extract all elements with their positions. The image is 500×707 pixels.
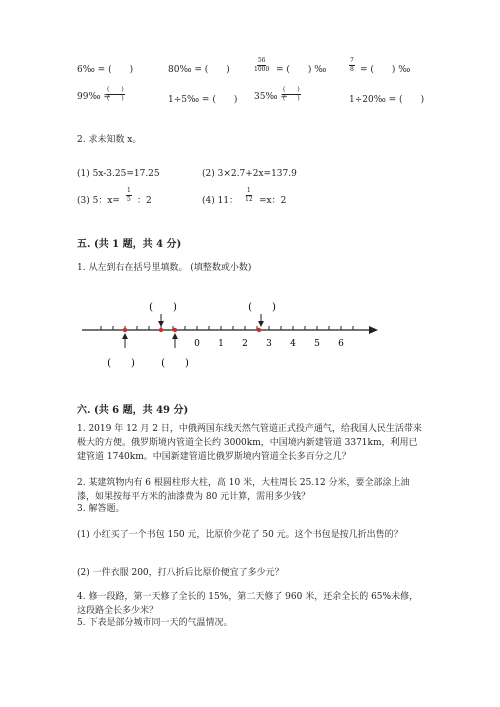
number-line-point-c	[173, 328, 177, 332]
number-line-point-b	[159, 328, 163, 332]
equation-1: (1) 5x-3.25=17.25	[77, 169, 160, 179]
number-line-point-a	[123, 328, 127, 332]
label-99-permille: 99‰ =	[77, 92, 111, 102]
section-6-heading: 六. (共 6 题，共 49 分)	[77, 405, 189, 416]
fraction-1-5: $\frac{1}{5}$	[127, 187, 131, 203]
blank-1-div-20-permille: 1÷20‰ = ( )	[349, 95, 425, 105]
equation-3-rest: ：2	[137, 196, 152, 206]
section-5-heading: 五. (共 1 题，共 4 分)	[77, 239, 182, 250]
question-6-5: 5. 下表是部分城市同一天的气温情况。	[77, 618, 233, 628]
fraction-7-8: $\frac{7}{8}$	[350, 57, 354, 73]
equation-3-prefix: (3) 5：x=	[77, 196, 120, 206]
label-35-permille: 35‰ =	[254, 92, 288, 102]
question-2-title: 2. 求未知数 x。	[77, 135, 142, 145]
number-line-ticks	[101, 326, 353, 330]
number-line-label-1: 1	[218, 339, 224, 349]
fraction-1-12: $\frac{1}{12}$	[245, 187, 253, 203]
blank-7-8: = ( ) ‰	[360, 65, 411, 75]
fraction-blank-99: ( ) ( )	[107, 86, 124, 102]
blank-1-div-5-permille: 1÷5‰ = ( )	[168, 95, 238, 105]
equation-2: (2) 3×2.7+2x=137.9	[202, 169, 297, 179]
fraction-56-1000: $\frac{56}{1000}$	[254, 57, 270, 73]
equation-4-rest: =x：2	[259, 196, 287, 206]
blank-80-permille: 80‰ = ( )	[168, 65, 230, 75]
blank-56-1000: = ( ) ‰	[276, 65, 327, 75]
question-6-2: 2. 某建筑物内有 6 根圆柱形大柱，高 10 米，大柱周长 25.12 分米，要全部涂上油漆，如果按每平方米的油漆费为 80 元计算，需用多少钱？	[77, 478, 410, 502]
equation-4-prefix: (4) 11：	[202, 196, 239, 206]
blank-lower-1: ( )	[107, 358, 135, 369]
number-line-point-d	[257, 328, 261, 332]
question-6-3: 3. 解答题。	[77, 504, 125, 514]
question-6-3-part-1: (1) 小红买了一个书包 150 元，比原价少花了 50 元。这个书包是按几折出售的？	[77, 530, 403, 540]
number-line-label-2: 2	[242, 339, 248, 349]
blank-lower-2: ( )	[161, 358, 189, 369]
blank-upper-2: ( )	[248, 302, 276, 313]
number-line-label-5: 5	[314, 339, 320, 349]
number-line-arrowhead	[369, 326, 378, 334]
number-line-label-6: 6	[338, 339, 344, 349]
blank-upper-1: ( )	[149, 302, 177, 313]
question-6-4: 4. 修一段路，第一天修了全长的 15%，第二天修了 960 米，还余全长的 65%未修，这段路全长多少米？	[77, 592, 419, 616]
blank-6-permille: 6‰ = ( )	[77, 65, 134, 75]
question-6-1: 1. 2019 年 12 月 2 日，中俄两国东线天然气管道正式投产通气，给我国人民生活带来极大的方便。俄罗斯境内管道全长约 3000km，中国境内新建管道 3371km，利用已建管道 1740km。中国新建管道比俄罗斯境内管道全长多百分之几？	[77, 424, 422, 462]
section-5-question-1: 1. 从左到右在括号里填数。 (填整数或小数)	[77, 263, 252, 273]
number-line-diagram	[0, 290, 500, 380]
number-line-label-0: 0	[194, 339, 200, 349]
question-6-3-part-2: (2) 一件衣服 200，打八折后比原价便宜了多少元？	[77, 568, 284, 578]
number-line-label-4: 4	[290, 339, 296, 349]
number-line-label-3: 3	[266, 339, 272, 349]
fraction-blank-35: ( ) ( )	[283, 86, 300, 102]
